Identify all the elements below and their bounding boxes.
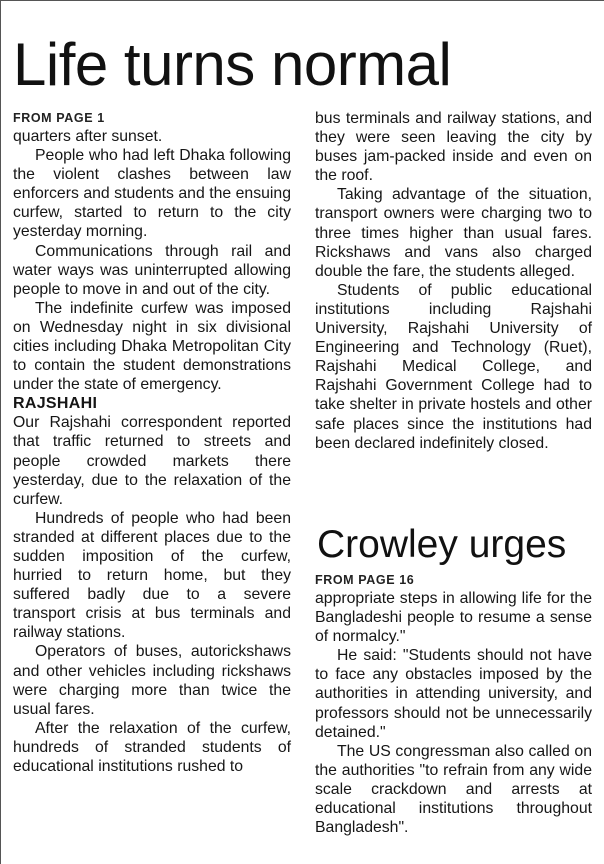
paragraph: Operators of buses, autorickshaws and other vehicles including rickshaws were charging more than twice the usual fares.	[13, 643, 291, 718]
second-story-column	[315, 571, 592, 837]
paragraph: After the relaxation of the curfew, hundreds of stranded students of educational institutions rushed to	[13, 719, 291, 775]
paragraph: appropriate steps in allowing life for the Bangladeshi people to resume a sense of normalcy."	[315, 590, 592, 646]
subhead-rajshahi: RAJSHAHI	[13, 395, 98, 413]
paragraph: Hundreds of people who had been stranded at different places due to the sudden imposition of the curfew, hurried to return home, but they suffered badly due to a severe transport crisis at bus terminals and railway stations.	[13, 509, 291, 642]
jump-label: FROM PAGE 16	[315, 573, 415, 587]
paragraph: Our Rajshahi correspondent reported that traffic returned to streets and people crowded markets there yesterday, due to the relaxation of the curfew.	[13, 414, 291, 508]
paragraph: The US congressman also called on the authorities "to refrain from any wide scale crackdown and arrests at educational institutions throughout Bangladesh".	[315, 742, 592, 837]
paragraph: Students of public educational institutions including Rajshahi University, Rajshahi University of Engineering and Technology (Ruet), Rajshahi Medical College, and Rajshahi Government College had to take shelter in private hostels and other safe places since the institutions had been declared indefinitely closed.	[315, 281, 592, 452]
paragraph: People who had left Dhaka following the violent clashes between law enforcers and students and the ensuing curfew, started to return to the city yesterday morning.	[13, 147, 291, 241]
left-column	[13, 109, 291, 776]
jump-label: FROM PAGE 1	[13, 111, 105, 125]
second-story-headline: Crowley urges	[317, 523, 567, 566]
right-column	[315, 109, 592, 453]
paragraph: The indefinite curfew was imposed on Wednesday night in six divisional cities including Dhaka Metropolitan City to contain the student demonstrations under the state of emergency.	[13, 299, 291, 394]
paragraph: bus terminals and railway stations, and they were seen leaving the city by buses jam-packed inside and even on the roof.	[315, 110, 592, 185]
paragraph: quarters after sunset.	[13, 128, 163, 145]
story-headline: Life turns normal	[13, 31, 452, 98]
paragraph: He said: "Students should not have to face any obstacles imposed by the authorities in attending university, and professors should not be unnecessarily detained."	[315, 647, 592, 741]
paragraph: Taking advantage of the situation, transport owners were charging two to three times higher than usual fares. Rickshaws and vans also charged double the fare, the students alleged.	[315, 186, 592, 280]
paragraph: Communications through rail and water ways was uninterrupted allowing people to move in and out of the city.	[13, 242, 291, 298]
